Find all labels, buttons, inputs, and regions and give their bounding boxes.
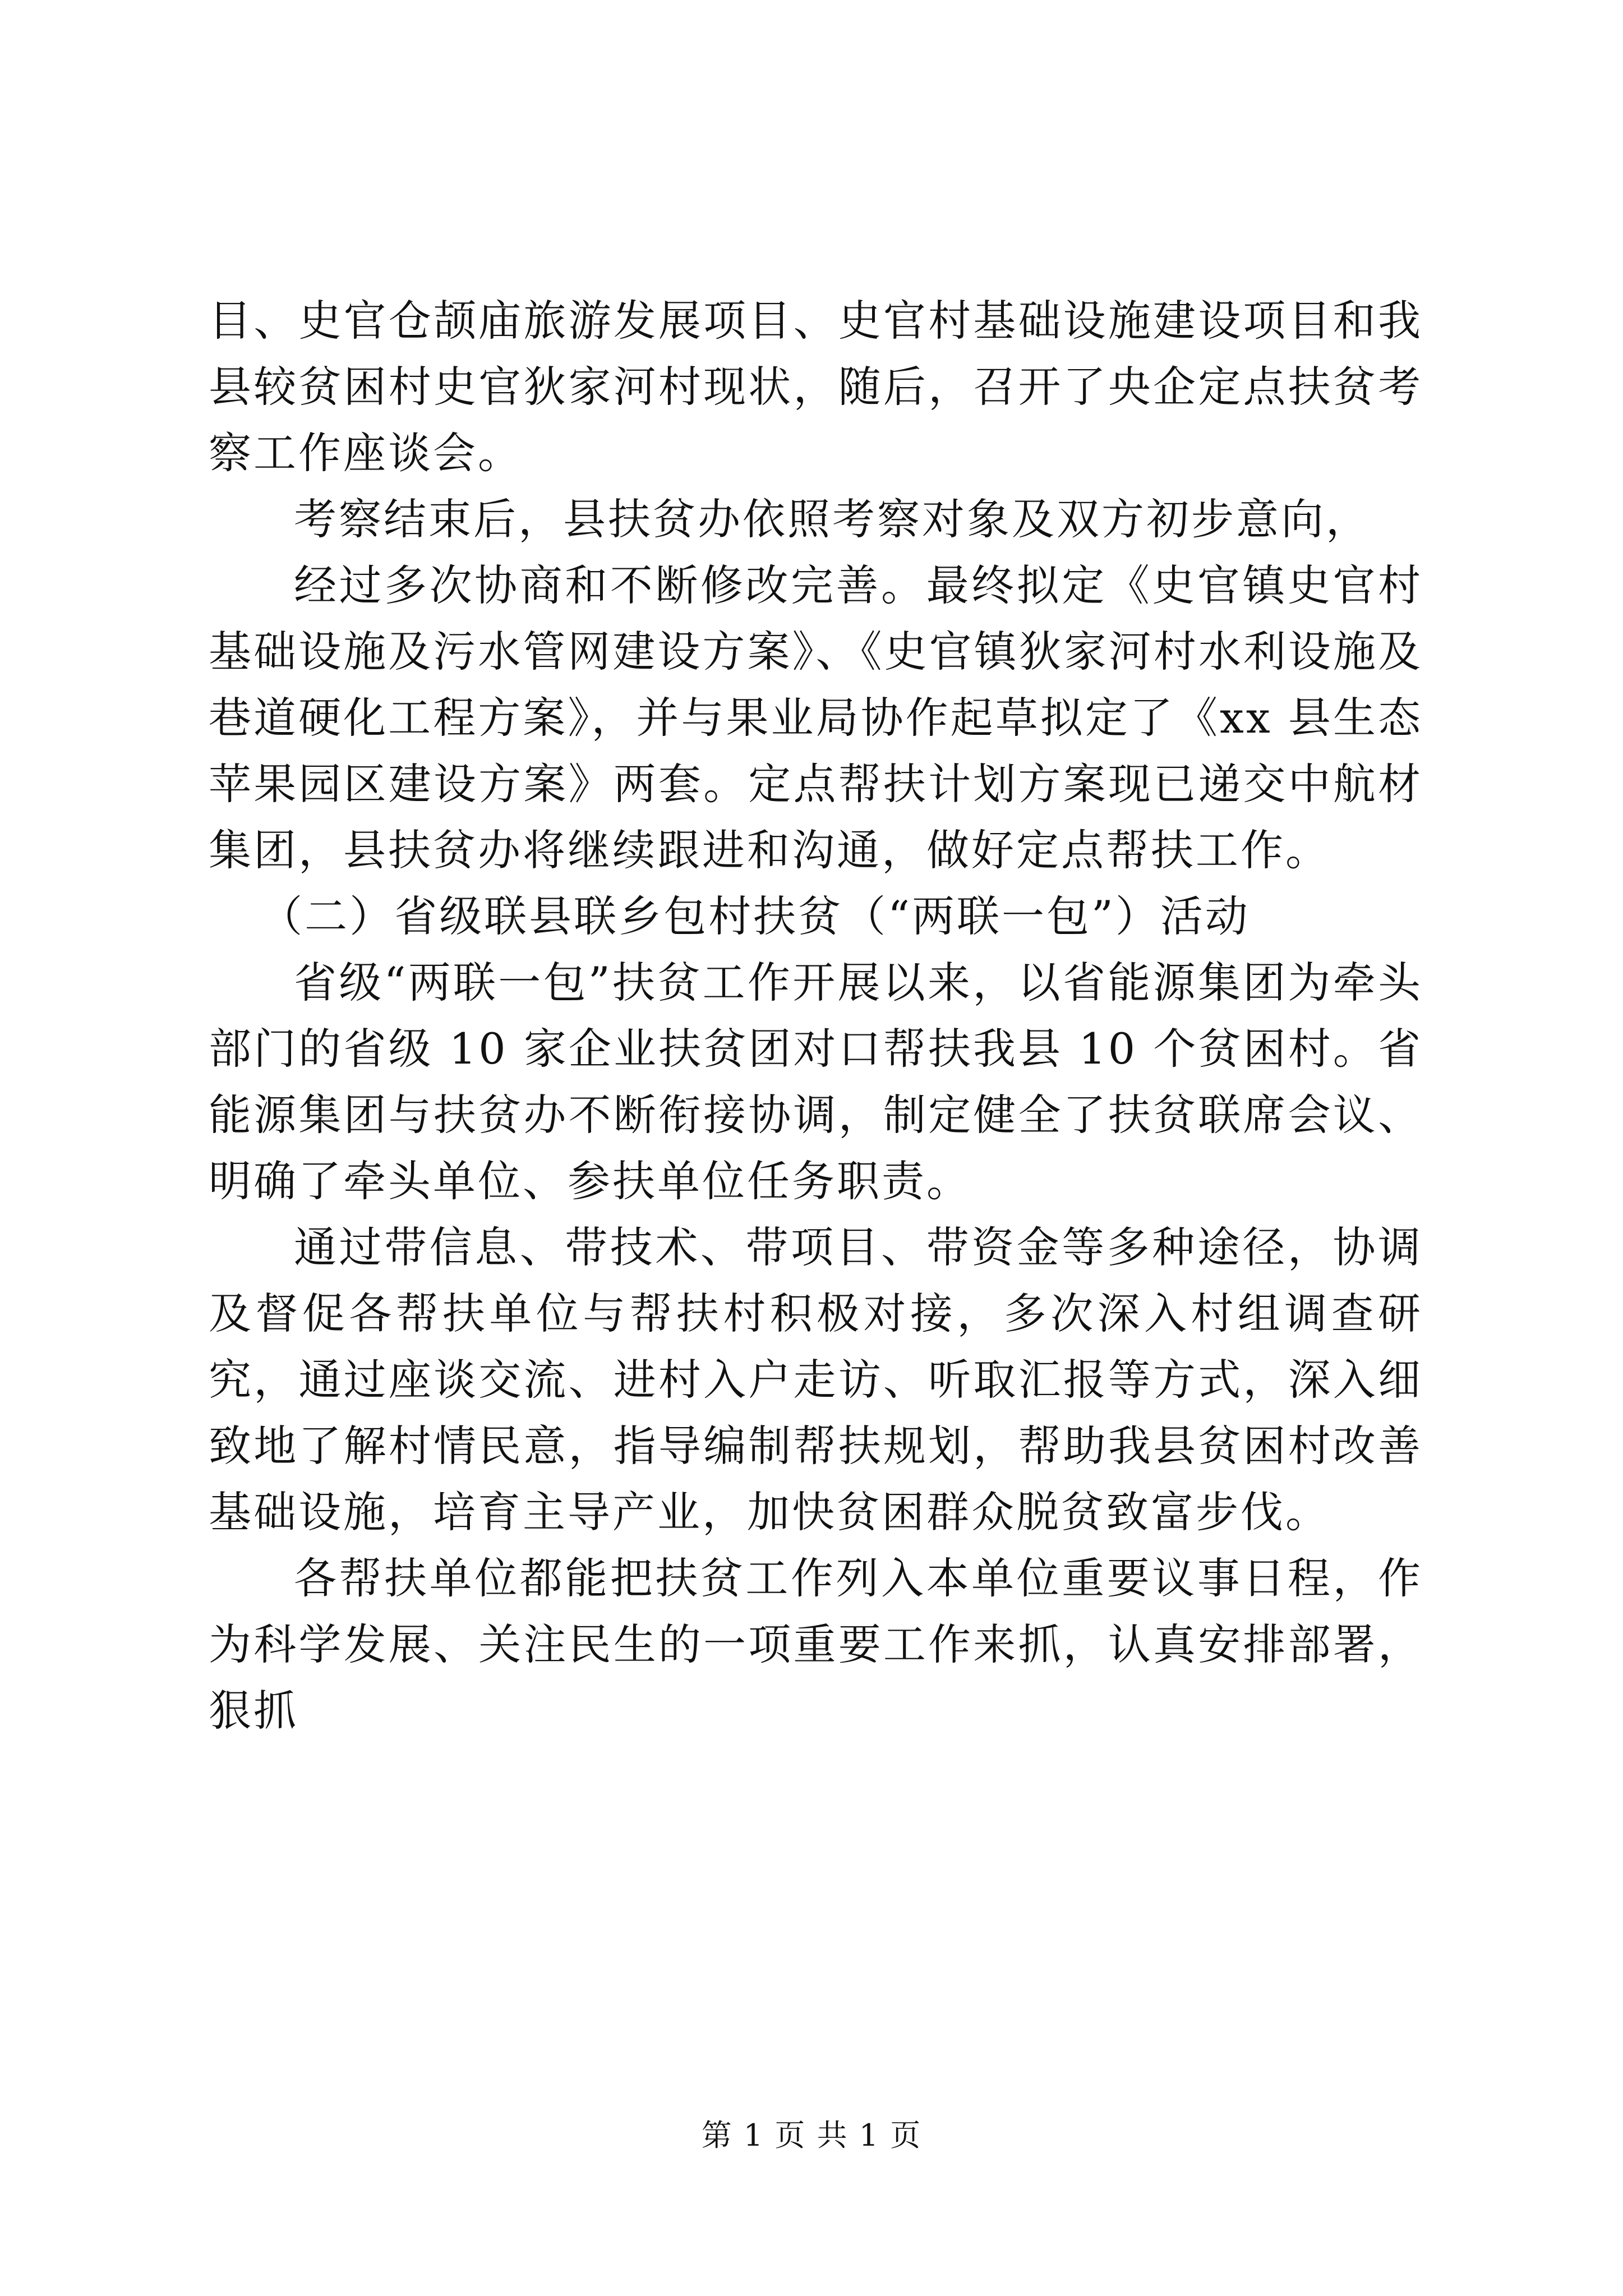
document-body	[209, 288, 1423, 1744]
paragraph-provincial: 省级“两联一包”扶贫工作开展以来，以省能源集团为牵头部门的省级 10 家企业扶贫团对口帮扶我县 10 个贫困村。省能源集团与扶贫办不断衔接协调，制定健全了扶贫联席会议、明确了牵头单位、参扶单位任务职责。	[209, 958, 1423, 1206]
page-footer: 第 1 页 共 1 页	[701, 2118, 922, 2153]
paragraph-inspection-end: 考察结束后，县扶贫办依照考察对象及双方初步意向，	[294, 494, 1371, 544]
section-heading: （二）省级联县联乡包村扶贫（“两联一包”）活动	[260, 891, 1250, 941]
paragraph-methods: 通过带信息、带技术、带项目、带资金等多种途径，协调及督促各帮扶单位与帮扶村积极对接，多次深入村组调查研究，通过座谈交流、进村入户走访、听取汇报等方式，深入细致地了解村情民意，指导编制帮扶规划，帮助我县贫困村改善基础设施，培育主导产业，加快贫困群众脱贫致富步伐。	[209, 1222, 1423, 1537]
paragraph-continuation: 目、史官仓颉庙旅游发展项目、史官村基础设施建设项目和我县较贫困村史官狄家河村现状，随后，召开了央企定点扶贫考察工作座谈会。	[209, 296, 1423, 478]
paragraph-agenda: 各帮扶单位都能把扶贫工作列入本单位重要议事日程，作为科学发展、关注民生的一项重要工作来抓，认真安排部署，狠抓	[209, 1553, 1423, 1736]
paragraph-plans: 经过多次协商和不断修改完善。最终拟定《史官镇史官村基础设施及污水管网建设方案》、《史官镇狄家河村水利设施及巷道硬化工程方案》，并与果业局协作起草拟定了《xx 县生态苹果园区建设方案》两套。定点帮扶计划方案现已递交中航材集团，县扶贫办将继续跟进和沟通，做好定点帮扶工作。	[209, 560, 1423, 875]
